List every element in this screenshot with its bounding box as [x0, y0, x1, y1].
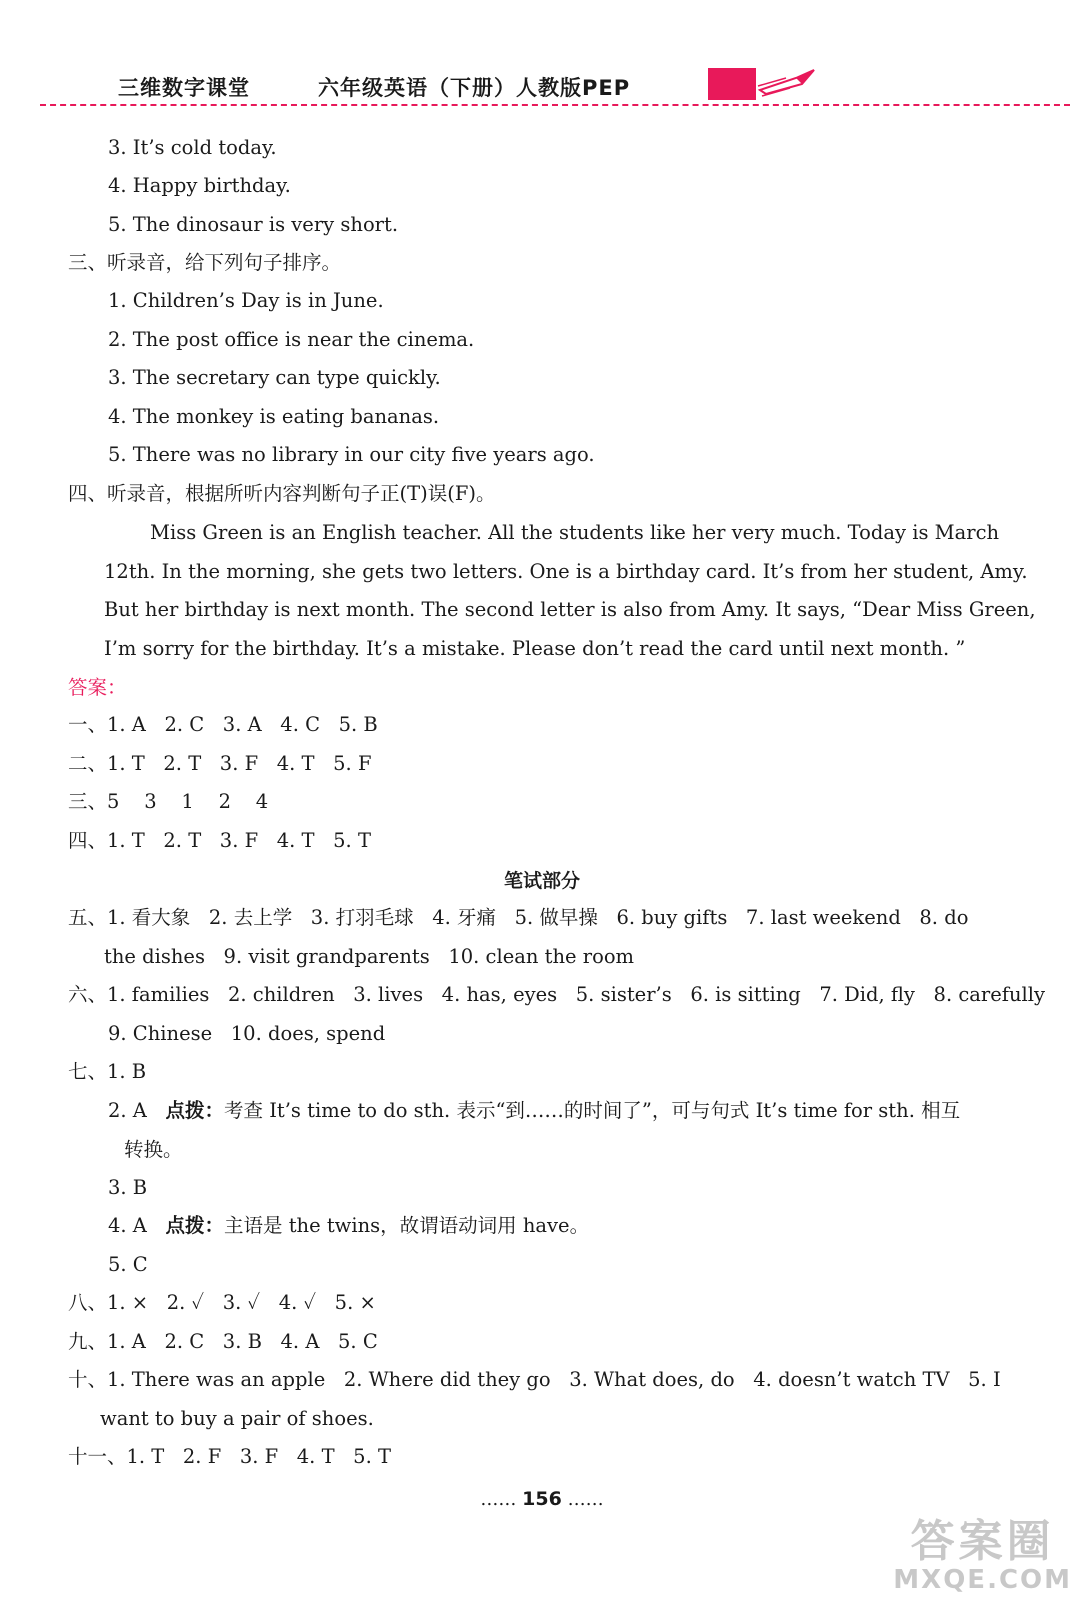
section-heading: 四、听录音，根据所听内容判断句子正(T)误(F)。	[68, 482, 496, 505]
tip-text: 考查 It’s time to do sth. 表示“到……的时间了”，可与句式 It’s time for sth. 相互	[224, 1099, 961, 1122]
section-heading: 三、听录音，给下列句子排序。	[68, 251, 342, 274]
list-item: 1. Children’s Day is in June.	[108, 289, 384, 312]
answer-row: 一、1. A 2. C 3. A 4. C 5. B	[68, 713, 378, 736]
answers-label: 答案：	[68, 676, 127, 699]
tip-text: 主语是 the twins，故谓语动词用 have。	[224, 1214, 590, 1237]
answer-row: want to buy a pair of shoes.	[100, 1407, 374, 1430]
list-item: 3. The secretary can type quickly.	[108, 366, 441, 389]
answer-row: the dishes 9. visit grandparents 10. clean the room	[104, 945, 635, 968]
answer-text: 4. A	[108, 1214, 166, 1237]
watermark-logo	[893, 1518, 1072, 1594]
answer-row: 三、5 3 1 2 4	[68, 790, 269, 813]
answer-row	[108, 1098, 960, 1124]
passage-line: I’m sorry for the birthday. It’s a mistake. Please don’t read the card until next month. ”	[104, 637, 966, 660]
answer-row: 十、1. There was an apple 2. Where did they go 3. What does, do 4. doesn’t watch TV 5. I	[68, 1368, 1001, 1391]
answer-text: 2. A	[108, 1099, 166, 1122]
list-item: 5. There was no library in our city five years ago.	[108, 443, 595, 466]
tip-label: 点拨：	[165, 1099, 224, 1122]
header-red-block	[708, 68, 756, 100]
answer-row: 十一、1. T 2. F 3. F 4. T 5. T	[68, 1445, 391, 1468]
passage-line: 12th. In the morning, she gets two letters. One is a birthday card. It’s from her student, Amy.	[104, 560, 1028, 583]
list-item: 3. It’s cold today.	[108, 136, 277, 159]
answer-row: 八、1. × 2. ✓ 3. ✓ 4. ✓ 5. ×	[68, 1291, 376, 1314]
list-item: 2. The post office is near the cinema.	[108, 328, 475, 351]
book-series-title: 三维数字课堂	[118, 76, 250, 100]
passage-line: Miss Green is an English teacher. All the students like her very much. Today is March	[150, 521, 1000, 544]
watermark-top: 答案圈	[910, 1516, 1055, 1567]
header-divider	[40, 104, 1070, 106]
rocket-icon	[756, 64, 818, 98]
book-title: 六年级英语（下册）人教版PEP	[318, 76, 631, 100]
tip-text-cont: 转换。	[124, 1138, 183, 1161]
answer-row: 3. B	[108, 1176, 148, 1199]
footer-dots-right: ……	[567, 1489, 604, 1510]
page-number: 156	[522, 1488, 562, 1510]
answer-row: 9. Chinese 10. does, spend	[108, 1022, 386, 1045]
answer-row: 5. C	[108, 1253, 148, 1276]
answer-row	[108, 1213, 589, 1239]
watermark-bottom: MXQE.COM	[893, 1565, 1072, 1595]
answer-row: 五、1. 看大象 2. 去上学 3. 打羽毛球 4. 牙痛 5. 做早操 6. buy gifts 7. last weekend 8. do	[68, 906, 969, 929]
list-item: 4. The monkey is eating bananas.	[108, 405, 440, 428]
written-section-title: 笔试部分	[503, 870, 580, 892]
passage-line: But her birthday is next month. The second letter is also from Amy. It says, “Dear Miss Green,	[104, 598, 1036, 621]
answer-row: 四、1. T 2. T 3. F 4. T 5. T	[68, 829, 371, 852]
tip-label: 点拨：	[165, 1214, 224, 1237]
answer-row: 七、1. B	[68, 1060, 147, 1083]
footer-dots-left: ……	[480, 1489, 517, 1510]
answer-row: 六、1. families 2. children 3. lives 4. has, eyes 5. sister’s 6. is sitting 7. Did, fly 8. carefully	[68, 983, 1046, 1006]
page-header	[0, 0, 1084, 110]
answer-row: 二、1. T 2. T 3. F 4. T 5. F	[68, 752, 372, 775]
page-footer	[0, 1488, 1084, 1510]
list-item: 5. The dinosaur is very short.	[108, 213, 399, 236]
answer-row: 九、1. A 2. C 3. B 4. A 5. C	[68, 1330, 378, 1353]
list-item: 4. Happy birthday.	[108, 174, 291, 197]
